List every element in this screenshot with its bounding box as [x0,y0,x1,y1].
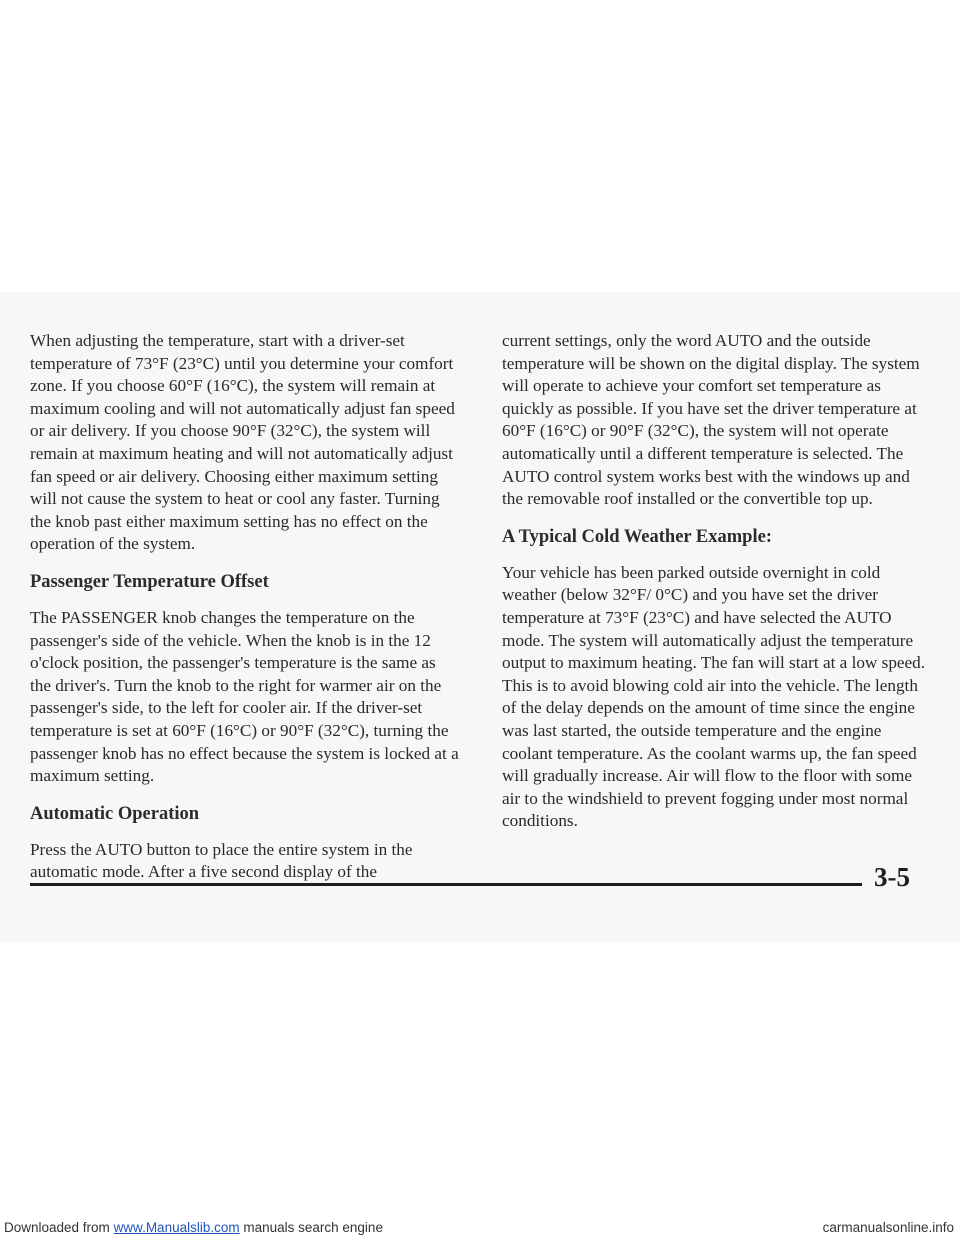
page-number: 3-5 [874,862,910,892]
footer-rule [30,883,862,886]
watermark-site: carmanualsonline.info [822,1220,954,1235]
section-heading-automatic-operation: Automatic Operation [30,803,200,824]
body-paragraph: Press the AUTO button to place the entire system in the automatic mode. After a five second display of the [30,839,413,882]
footer-prefix: Downloaded from [4,1220,114,1235]
download-footer [4,1220,383,1235]
footer-suffix: manuals search engine [239,1220,383,1235]
manualslib-link[interactable]: www.Manualslib.com [113,1220,240,1235]
section-heading-passenger-offset: Passenger Temperature Offset [30,571,269,592]
right-column [502,330,930,849]
body-paragraph: The PASSENGER knob changes the temperature on the passenger's side of the vehicle. When the knob is in the 12 o'clock position, the passenger's temperature is the same as the driver's. Turn the knob to the right for warmer air on the passenger's side, to the left for cooler air. If the driver-set temperature is set at 60°F (16°C) or 90°F (32°C), turning the passenger knob has no effect because the system is locked at a maximum setting. [30,607,459,786]
left-column [30,330,460,900]
section-heading-cold-weather: A Typical Cold Weather Example: [502,526,772,547]
body-paragraph: Your vehicle has been parked outside overnight in cold weather (below 32°F/ 0°C) and you have set the driver temperature at 73°F (23°C) and have selected the AUTO mode. The system will automatically adjust the temperature output to maximum heating. The fan will start at a low speed. This is to avoid blowing cold air into the vehicle. The length of the delay depends on the amount of time since the engine was last started, the outside temperature and the engine coolant temperature. As the coolant warms up, the fan speed will gradually increase. Air will flow to the floor with some air to the windshield to prevent fogging under most normal conditions. [502,562,926,831]
body-paragraph: current settings, only the word AUTO and the outside temperature will be shown on the digital display. The system will operate to achieve your comfort set temperature as quickly as possible. If you have set the driver temperature at 60°F (16°C) or 90°F (32°C), the system will not operate automatically until a different temperature is selected. The AUTO control system works best with the windows up and the removable roof installed or the convertible top up. [502,331,920,509]
body-paragraph: When adjusting the temperature, start with a driver-set temperature of 73°F (23°C) until you determine your comfort zone. If you choose 60°F (16°C), the system will remain at maximum cooling and will not automatically adjust fan speed or air delivery. If you choose 90°F (32°C), the system will remain at maximum heating and will not automatically adjust fan speed or air delivery. Choosing either maximum setting will not cause the system to heat or cool any faster. Turning the knob past either maximum setting has no effect on the operation of the system. [30,331,455,554]
